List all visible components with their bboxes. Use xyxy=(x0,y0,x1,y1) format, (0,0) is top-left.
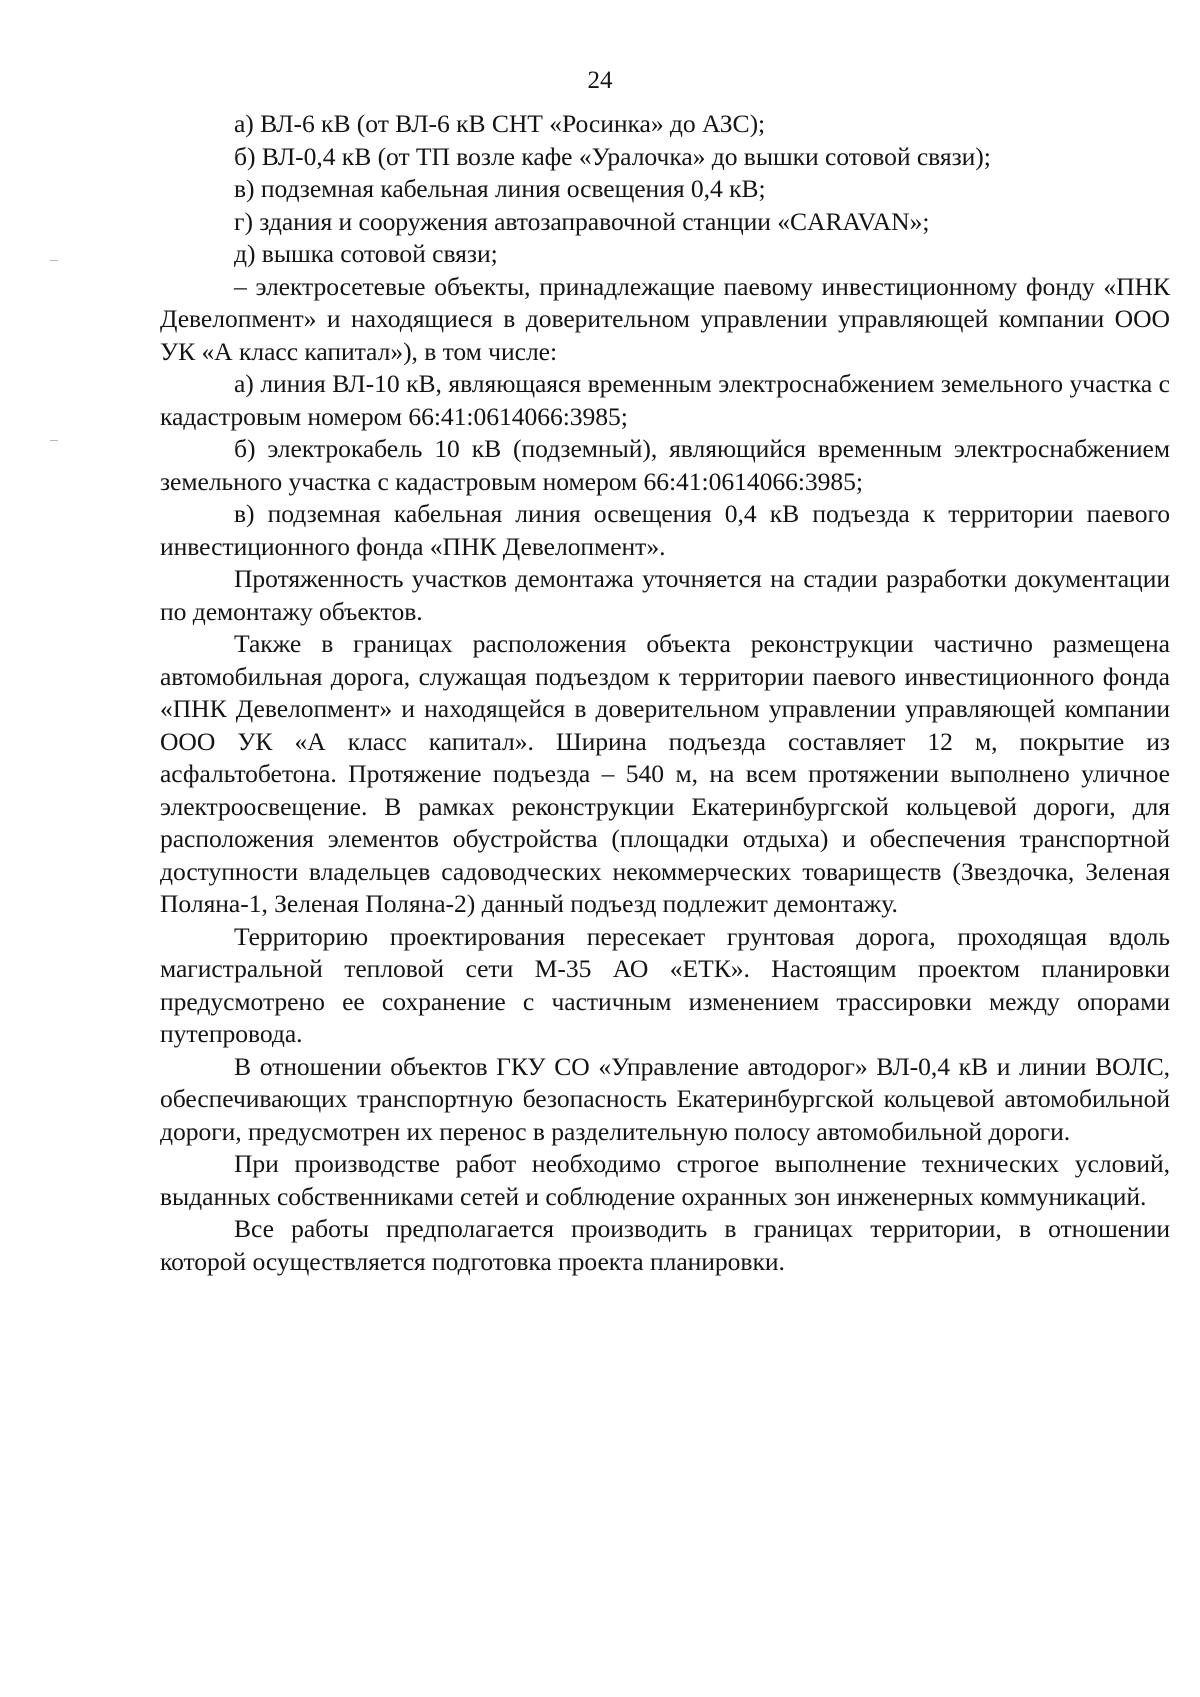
paragraph: – электросетевые объекты, принадлежащие паевому инвестиционному фонду «ПНК Девелопмент» и находящиеся в доверительном управлении управляющей компании ООО УК «А класс капитал»), в том числе: xyxy=(160,271,1170,366)
list-item: б) электрокабель 10 кВ (подземный), являющийся временным электроснабжением земельного участка с кадастровым номером 66:41:0614066:3985; xyxy=(160,434,1170,496)
paragraph: При производстве работ необходимо строгое выполнение технических условий, выданных собственниками сетей и соблюдение охранных зон инженерных коммуникаций. xyxy=(160,1149,1170,1211)
list-item: б) ВЛ-0,4 кВ (от ТП возле кафе «Уралочка» до вышки сотовой связи); xyxy=(234,141,991,171)
list-item: а) ВЛ-6 кВ (от ВЛ-6 кВ СНТ «Росинка» до АЗС); xyxy=(234,109,766,138)
paragraph: В отношении объектов ГКУ СО «Управление автодорог» ВЛ-0,4 кВ и линии ВОЛС, обеспечивающих транспортную безопасность Екатеринбургской кольцевой автомобильной дороги, предусмотрен их перенос в разделительную полосу автомобильной дороги. xyxy=(160,1051,1170,1146)
list-item: г) здания и сооружения автозаправочной станции «CARAVAN»; xyxy=(234,206,930,236)
list-item: в) подземная кабельная линия освещения 0,4 кВ; xyxy=(234,174,766,203)
document-body xyxy=(160,108,1170,1278)
scan-artifact xyxy=(50,260,58,261)
list-item: в) подземная кабельная линия освещения 0,4 кВ подъезда к территории паевого инвестиционного фонда «ПНК Девелопмент». xyxy=(160,499,1170,561)
paragraph: Также в границах расположения объекта реконструкции частично размещена автомобильная дорога, служащая подъездом к территории паевого инвестиционного фонда «ПНК Девелопмент» и находящейся в доверительном управлении управляющей компании ООО УК «А класс капитал». Ширина подъезда составляет 12 м, покрытие из асфальтобетона. Протяжение подъезда – 540 м, на всем протяжении выполнено уличное электроосвещение. В рамках реконструкции Екатеринбургской кольцевой дороги, для расположения элементов обустройства (площадки отдыха) и обеспечения транспортной доступности владельцев садоводческих некоммерческих товариществ (Звездочка, Зеленая Поляна-1, Зеленая Поляна-2) данный подъезд подлежит демонтажу. xyxy=(160,629,1170,918)
paragraph: Все работы предполагается производить в границах территории, в отношении которой осуществляется подготовка проекта планировки. xyxy=(160,1214,1170,1276)
paragraph: Территорию проектирования пересекает грунтовая дорога, проходящая вдоль магистральной тепловой сети М-35 АО «ЕТК». Настоящим проектом планировки предусмотрено ее сохранение с частичным изменением трассировки между опорами путепровода. xyxy=(160,921,1170,1048)
scan-artifact xyxy=(50,440,58,441)
page-number: 24 xyxy=(587,67,613,94)
paragraph: Протяженность участков демонтажа уточняется на стадии разработки документации по демонтажу объектов. xyxy=(160,564,1170,626)
list-item: а) линия ВЛ-10 кВ, являющаяся временным электроснабжением земельного участка с кадастровым номером 66:41:0614066:3985; xyxy=(160,369,1170,431)
list-item: д) вышка сотовой связи; xyxy=(234,239,498,268)
